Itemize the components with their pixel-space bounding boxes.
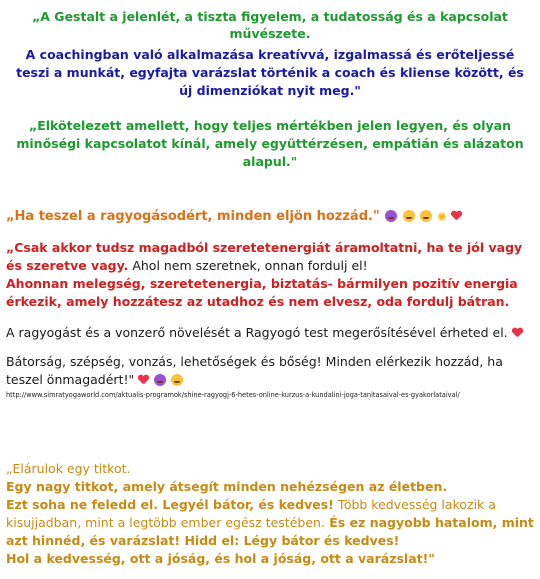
shine-title [6,208,536,226]
secret-paragraph [6,460,536,568]
courage-paragraph [6,353,516,389]
shine-title-text: „Ha teszel a ragyogásodért, minden eljön hozzád." [6,209,380,224]
quote-commitment-text: „Elkötelezett amellett, hogy teljes mértékben jelen legyen, és olyan minőségi kapcsolatot kínál, amely együttérzésen, empátián és alázaton alapul." [16,118,524,169]
secret-line-3-normal: Több kedvesség lakozik a kisujjadban, mint a legtöbb ember egész testében. [6,497,496,530]
quote-coaching [10,46,530,100]
quote-gestalt [26,8,514,42]
star-struck-face-icon [171,374,183,386]
sparkle-icon: ✺ [436,210,447,224]
quote-coaching-text: A coachingban való alkalmazása kreatívvá, izgalmassá és erőteljessé teszi a munkát, egyfajta varázslat történik a coach és kliense között, és új dimenziókat nyit meg." [16,47,524,98]
love-energy-paragraph [6,239,536,311]
love-energy-bold: „Csak akkor tudsz magadból szeretetenergiát áramoltatni, ha te jól vagy és szeretve vagy. [6,240,523,273]
secret-line-3-bold: Ezt soha ne feledd el. Legyél bátor, és kedves! [6,497,334,512]
star-struck-face-icon [403,210,415,222]
quote-gestalt-text: „A Gestalt a jelenlét, a tiszta figyelem, a tudatosság és a kapcsolat művészete. [32,9,508,41]
warmth-paragraph: Ahonnan melegség, szeretetenergia, biztatás- bármilyen pozitív energia érkezik, amely hozzátesz az utadhoz és nem elvesz, oda fordulj bátran. [6,276,518,309]
secret-line-1: „Elárulok egy titkot. [6,461,131,476]
love-energy-normal: Ahol nem szeretnek, onnan fordulj el! [128,258,368,273]
sparkling-heart-icon [138,375,149,385]
grinning-face-icon [420,210,432,222]
smiling-face-heart-eyes-icon [385,210,397,222]
radiance-paragraph [6,324,536,342]
courage-text: Bátorság, szépség, vonzás, lehetőségek és bőség! Minden elérkezik hozzád, ha teszel önmagadért!" [6,354,503,387]
radiance-text: A ragyogást és a vonzerő növelését a Ragyogó test megerősítésével érheted el. [6,325,508,340]
smiling-face-heart-eyes-icon [154,374,166,386]
quote-commitment [14,117,526,171]
secret-line-4: Hol a kedvesség, ott a jóság, és hol a jóság, ott a varázslat!" [6,551,435,566]
sparkling-heart-icon [451,211,462,221]
sparkling-heart-icon [512,328,523,338]
secret-line-2: Egy nagy titkot, amely átsegít minden nehézségen az életben. [6,479,448,494]
shine-program-link[interactable]: http://www.simratyogaworld.com/aktualis-programok/shine-ragyogj-6-hetes-online-kurzus-a-kundalini-joga-tanitasaival-es-gyakorlataival/ [6,391,460,399]
secret-line-3-bold2: És ez nagyobb hatalom, mint azt hinnéd, és varázslat! Hidd el: Légy bátor és kedves! [6,515,534,548]
